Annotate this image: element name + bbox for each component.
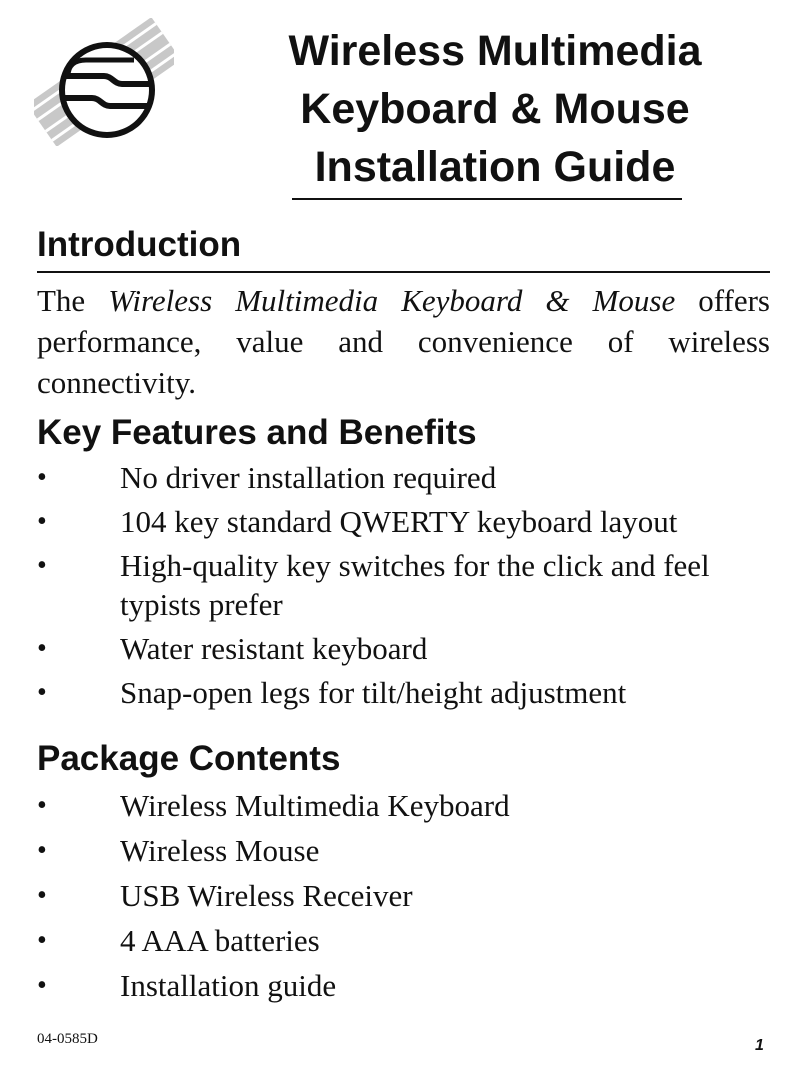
introduction-rule: [37, 271, 770, 273]
bullet-icon: •: [37, 970, 47, 1001]
list-item: [37, 502, 772, 541]
list-item: [37, 458, 772, 497]
document-title: [230, 22, 760, 196]
list-item: [37, 876, 772, 915]
title-underline: [292, 198, 682, 200]
bullet-icon: •: [37, 790, 47, 821]
features-list: [37, 458, 772, 717]
package-item-text: Wireless Mouse: [120, 833, 320, 868]
list-item: [37, 921, 772, 960]
package-item-text: Installation guide: [120, 968, 337, 1003]
title-line-1: Wireless Multimedia: [288, 27, 702, 75]
bullet-icon: •: [37, 880, 47, 911]
brand-logo-icon: [34, 18, 174, 146]
list-item: [37, 831, 772, 870]
features-heading: Key Features and Benefits: [37, 413, 477, 452]
feature-text: Water resistant keyboard: [120, 631, 428, 666]
bullet-icon: •: [37, 633, 47, 664]
introduction-heading: Introduction: [37, 225, 242, 264]
bullet-icon: •: [37, 550, 47, 581]
list-item: [37, 786, 772, 825]
intro-text-after: offers performance, value and convenience of wireless connectivity.: [37, 283, 770, 400]
package-item-text: USB Wireless Receiver: [120, 878, 413, 913]
list-item: [37, 629, 772, 668]
list-item: [37, 546, 772, 624]
document-code: 04-0585D: [37, 1031, 98, 1047]
feature-text: 104 key standard QWERTY keyboard layout: [120, 504, 678, 539]
package-item-text: Wireless Multimedia Keyboard: [120, 788, 510, 823]
bullet-icon: •: [37, 835, 47, 866]
bullet-icon: •: [37, 925, 47, 956]
feature-text: High-quality key switches for the click and feel typists prefer: [120, 548, 710, 622]
feature-text: No driver installation required: [120, 460, 497, 495]
title-line-3: Installation Guide: [314, 143, 676, 191]
list-item: [37, 673, 772, 712]
package-contents-list: [37, 786, 772, 1011]
bullet-icon: •: [37, 506, 47, 537]
introduction-paragraph: [37, 280, 770, 403]
title-line-2: Keyboard & Mouse: [300, 85, 690, 133]
page-number: 1: [755, 1037, 764, 1054]
bullet-icon: •: [37, 677, 47, 708]
bullet-icon: •: [37, 462, 47, 493]
package-contents-heading: Package Contents: [37, 739, 341, 778]
feature-text: Snap-open legs for tilt/height adjustment: [120, 675, 627, 710]
intro-text-before: The: [37, 283, 109, 318]
product-name: Wireless Multimedia Keyboard & Mouse: [108, 283, 676, 318]
list-item: [37, 966, 772, 1005]
package-item-text: 4 AAA batteries: [120, 923, 320, 958]
